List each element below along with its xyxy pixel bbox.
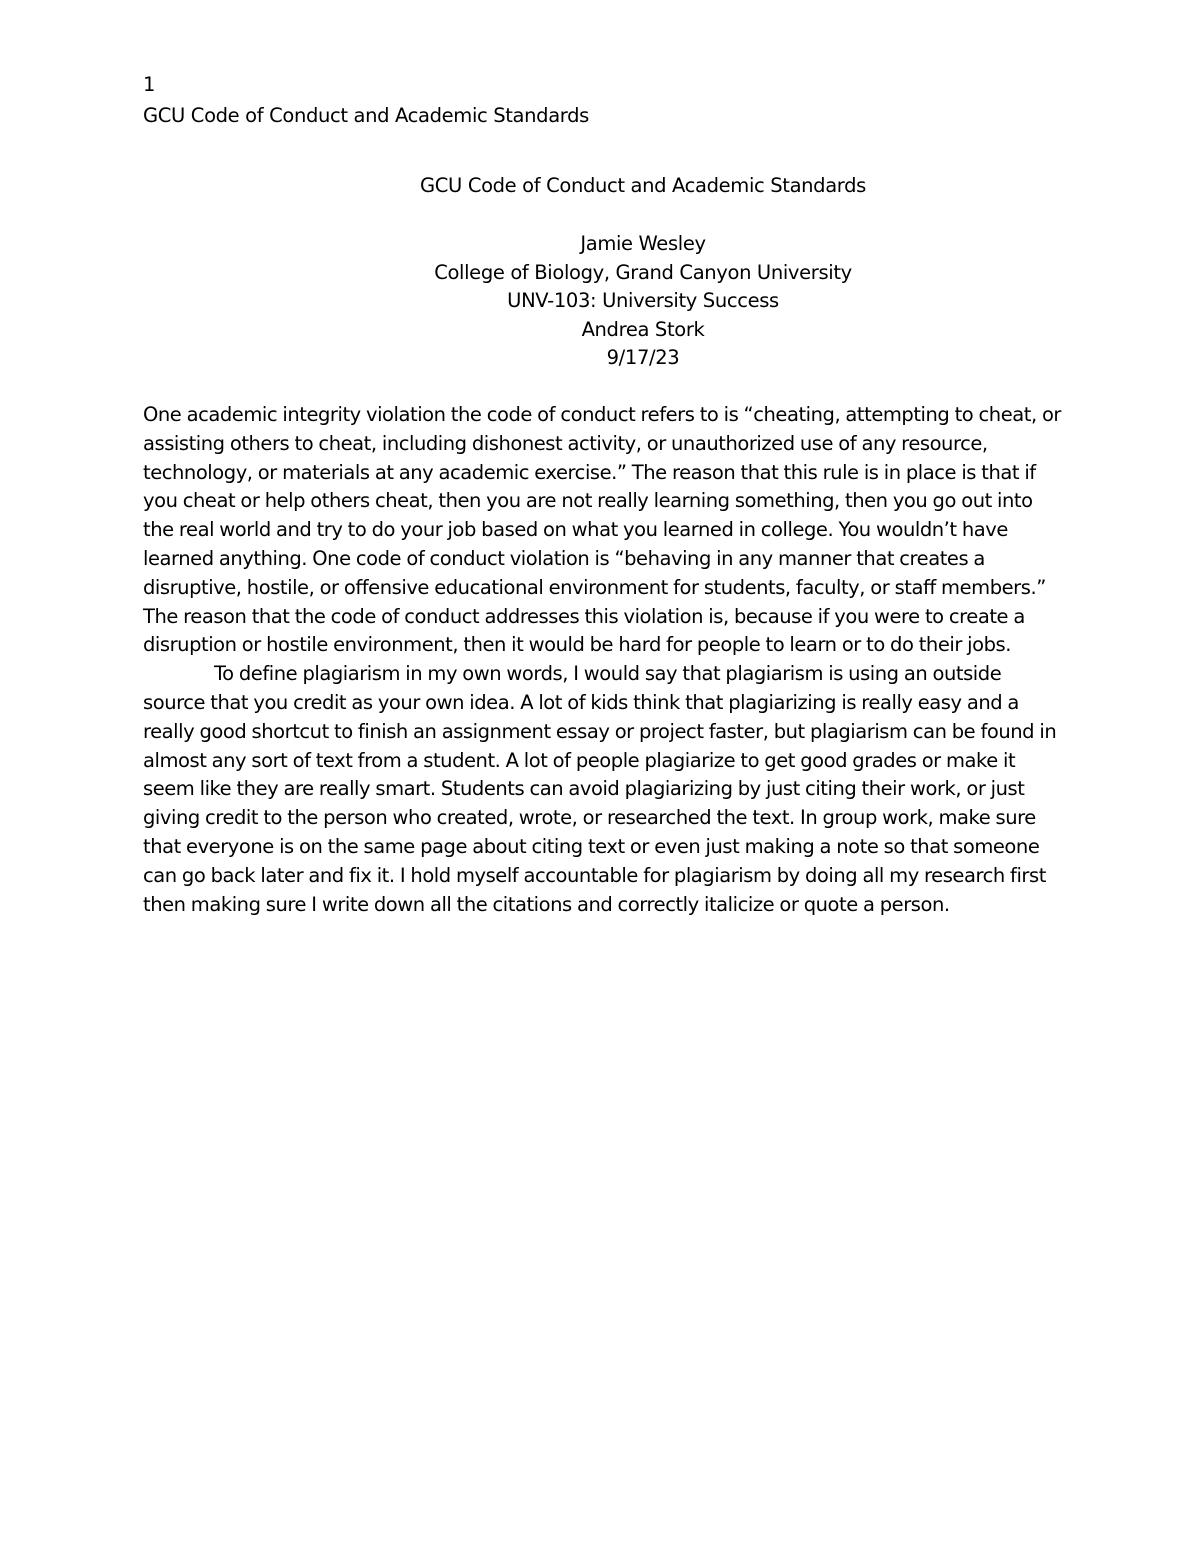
document-title: GCU Code of Conduct and Academic Standards (420, 174, 866, 197)
essay-body (143, 401, 1068, 919)
submission-date: 9/17/23 (606, 346, 680, 369)
page-number: 1 (143, 73, 156, 96)
body-paragraph: To define plagiarism in my own words, I would say that plagiarism is using an outside source that you credit as your own idea. A lot of kids think that plagiarizing is really easy and a really good shortcut to finish an assignment essay or project faster, but plagiarism can be found in almost any sort of text from a student. A lot of people plagiarize to get good grades or make it seem like they are really smart. Students can avoid plagiarizing by just citing their work, or just giving credit to the person who created, wrote, or researched the text. In group work, make sure that everyone is on the same page about citing text or even just making a note so that someone can go back later and fix it. I hold myself accountable for plagiarism by doing all my research first then making sure I write down all the citations and correctly italicize or quote a person. (143, 662, 1057, 916)
author-name: Jamie Wesley (580, 232, 706, 255)
title-block (143, 174, 1143, 373)
body-paragraph: One academic integrity violation the code of conduct refers to is “cheating, attempting to cheat, or assisting others to cheat, including dishonest activity, or unauthorized use of any resource, technology, or materials at any academic exercise.” The reason that this rule is in place is that if you cheat or help others cheat, then you are not really learning something, then you go out into the real world and try to do your job based on what you learned in college. You wouldn’t have learned anything. One code of conduct violation is “behaving in any manner that creates a disruptive, hostile, or offensive educational environment for students, faculty, or staff members.” The reason that the code of conduct addresses this violation is, because if you were to create a disruption or hostile environment, then it would be hard for people to learn or to do their jobs. (143, 403, 1061, 657)
running-head: GCU Code of Conduct and Academic Standards (143, 104, 589, 127)
affiliation: College of Biology, Grand Canyon University (434, 260, 852, 284)
instructor-name: Andrea Stork (581, 317, 705, 341)
course-name: UNV-103: University Success (507, 289, 779, 312)
